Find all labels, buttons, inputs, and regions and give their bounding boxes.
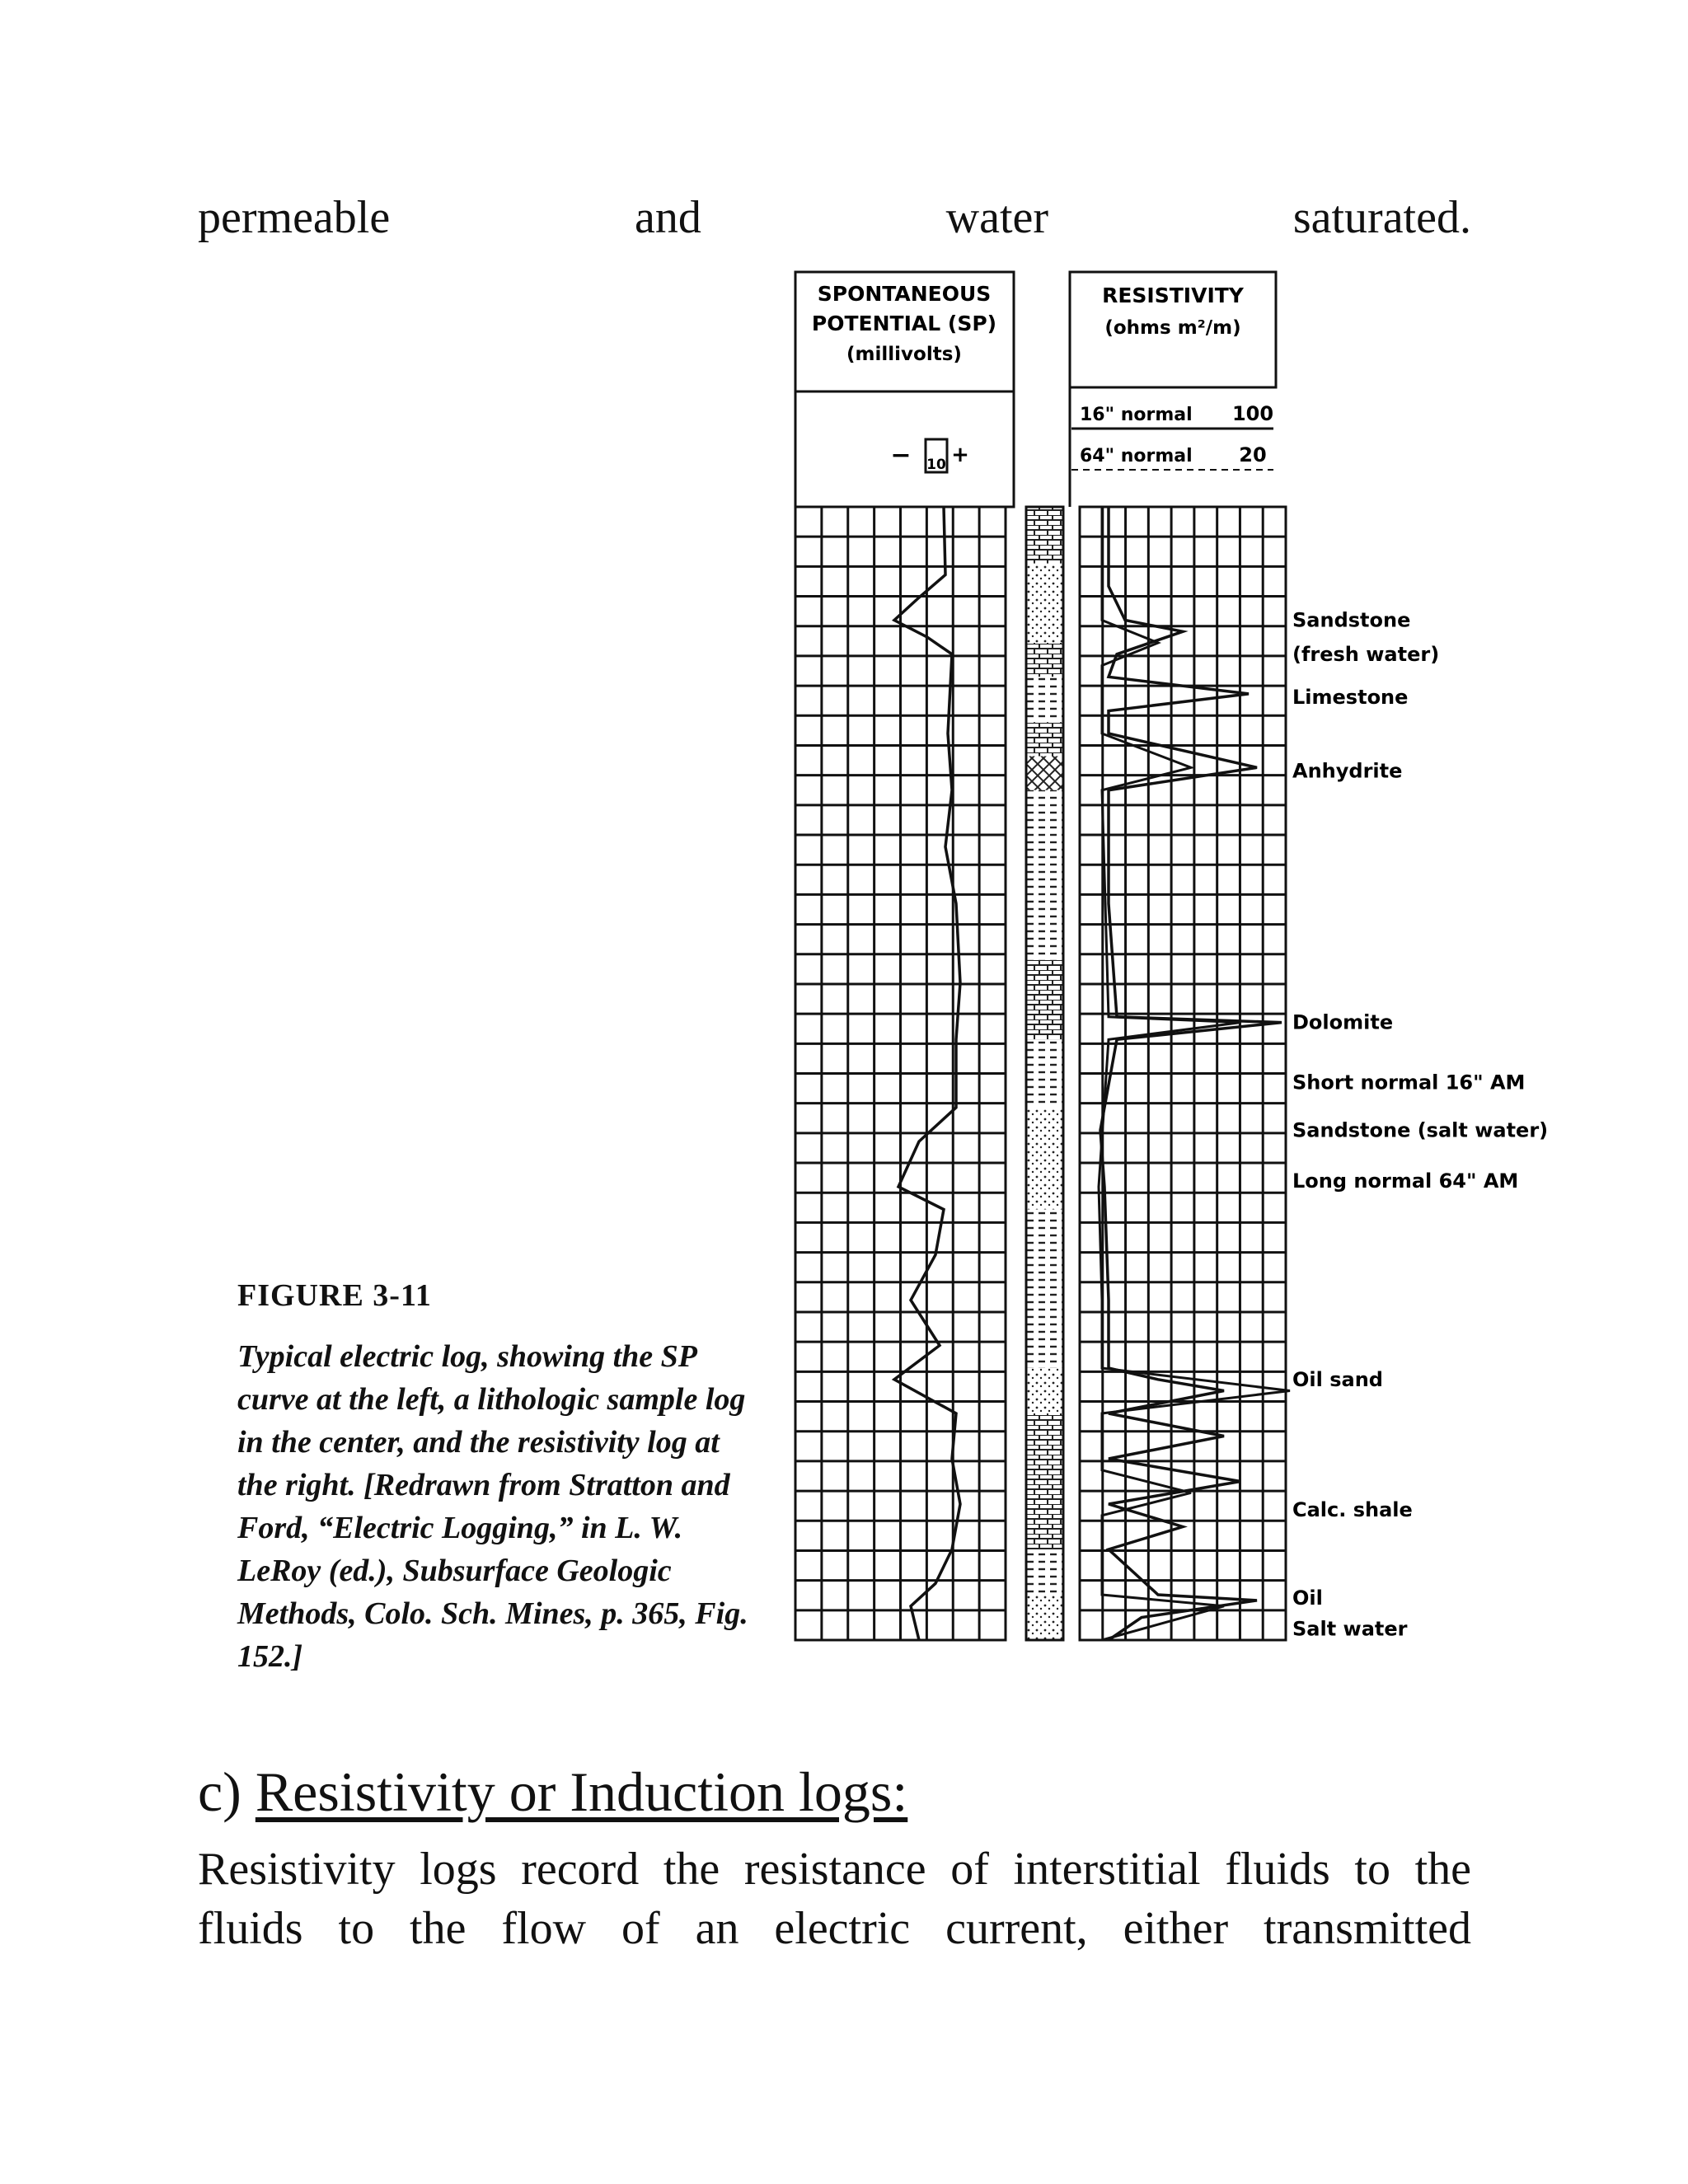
lithology-bed bbox=[1026, 564, 1063, 643]
log-annotation-label: Oil sand bbox=[1292, 1367, 1383, 1391]
lithologic-column bbox=[1026, 507, 1063, 1640]
sp-scale bbox=[890, 439, 968, 473]
body-paragraph bbox=[198, 1840, 1471, 1958]
resistivity-header-line-2: (ohms m²/m) bbox=[1104, 317, 1241, 339]
caption-label: FIGURE 3-11 bbox=[237, 1278, 432, 1313]
body-line: fluids to the flow of an electric current, either transmitted bbox=[198, 1903, 1471, 1954]
lithology-bed bbox=[1026, 1210, 1063, 1369]
scale-16-normal-value: 100 bbox=[1231, 402, 1274, 425]
resistivity-header-line-1: RESISTIVITY bbox=[1102, 284, 1244, 307]
electric-log-figure bbox=[795, 268, 1549, 1669]
lithology-bed bbox=[1026, 643, 1063, 677]
log-annotation-label: Short normal 16" AM bbox=[1292, 1071, 1526, 1094]
lithology-bed bbox=[1026, 1549, 1063, 1595]
top-word: water bbox=[945, 192, 1049, 243]
log-annotation-label: (fresh water) bbox=[1292, 642, 1440, 666]
figure-caption bbox=[237, 1277, 765, 1678]
sp-scale-value: 10 bbox=[926, 457, 946, 473]
log-annotation-label: Dolomite bbox=[1292, 1010, 1394, 1034]
lithology-bed bbox=[1026, 1413, 1063, 1549]
sp-scale-plus: + bbox=[951, 443, 969, 467]
lithology-bed bbox=[1026, 677, 1063, 722]
log-annotation-label: Sandstone bbox=[1292, 608, 1411, 632]
log-annotation-label: Long normal 64" AM bbox=[1292, 1169, 1519, 1193]
log-annotations bbox=[1292, 609, 1548, 1641]
sp-header-line-2: POTENTIAL (SP) bbox=[811, 312, 997, 335]
section-heading bbox=[198, 1760, 907, 1825]
sp-header-line-3: (millivolts) bbox=[846, 344, 962, 365]
lithology-bed bbox=[1026, 722, 1063, 756]
log-annotation-label: Oil bbox=[1292, 1586, 1323, 1610]
top-text-line bbox=[198, 191, 1471, 244]
resistivity-scales bbox=[1071, 402, 1273, 470]
log-annotation-label: Limestone bbox=[1292, 686, 1409, 709]
scale-64-normal-value: 20 bbox=[1239, 443, 1267, 466]
lithology-bed bbox=[1026, 757, 1063, 790]
log-annotation-label: Salt water bbox=[1292, 1617, 1408, 1641]
top-word: permeable bbox=[198, 192, 391, 243]
top-word: saturated. bbox=[1292, 192, 1471, 243]
scale-16-normal-label: 16" normal bbox=[1080, 405, 1193, 425]
section-prefix: c) bbox=[198, 1760, 256, 1823]
sp-header-line-1: SPONTANEOUS bbox=[817, 282, 992, 306]
body-line: Resistivity logs record the resistance of interstitial fluids to the bbox=[198, 1844, 1471, 1895]
lithology-bed bbox=[1026, 507, 1063, 564]
log-annotation-label: Sandstone (salt water) bbox=[1292, 1118, 1549, 1142]
top-word: and bbox=[635, 192, 701, 243]
lithology-bed bbox=[1026, 790, 1063, 960]
section-title: Resistivity or Induction logs: bbox=[255, 1760, 908, 1823]
lithology-bed bbox=[1026, 1039, 1063, 1108]
log-annotation-label: Anhydrite bbox=[1292, 759, 1403, 783]
sp-grid bbox=[795, 507, 1006, 1640]
log-annotation-label: Calc. shale bbox=[1292, 1497, 1413, 1521]
caption-text: Typical electric log, showing the SP curve at the left, a lithologic sample log in the center, and the resistivity log at the right. [Redrawn from Stratton and Ford, “Electric Logging,” in L. W. LeRoy (ed.), Subsurface Geologic Methods, Colo. Sch. Mines, p. 365, Fig. 152.] bbox=[237, 1339, 748, 1674]
lithology-bed bbox=[1026, 960, 1063, 1039]
lithology-bed bbox=[1026, 1108, 1063, 1210]
lithology-bed bbox=[1026, 1595, 1063, 1640]
lithology-bed bbox=[1026, 1368, 1063, 1413]
sp-scale-minus: − bbox=[890, 441, 912, 470]
scale-64-normal-label: 64" normal bbox=[1080, 446, 1193, 466]
